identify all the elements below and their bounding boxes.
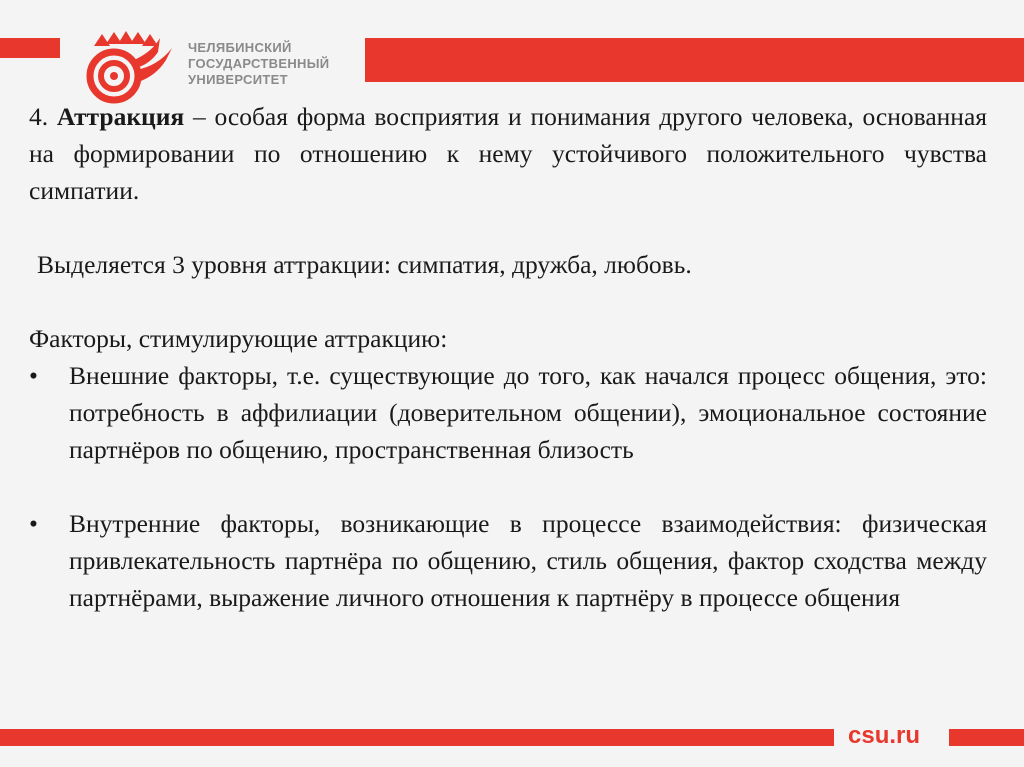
slide-content [29,98,987,616]
university-name-line: УНИВЕРСИТЕТ [188,72,288,87]
bullet-text: Внутренние факторы, возникающие в процессе взаимодействия: физическая привлекательность партнёра по общению, стиль общения, фактор сходства между партнёрами, выражение личного отношения к партнёру в процессе общения [69,509,987,612]
bullet-marker: • [29,509,38,538]
item-number: 4. [29,102,49,131]
header-bar-left [0,38,60,58]
university-name-line: ГОСУДАРСТВЕННЫЙ [188,56,330,71]
header-bar-right [365,38,1024,82]
bullet-item-external [29,357,987,468]
footer-bar-right [949,729,1024,746]
factors-heading: Факторы, стимулирующие аттракцию: [29,324,448,353]
definition-paragraph [29,98,987,209]
levels-text: Выделяется 3 уровня аттракции: симпатия, дружба, любовь. [37,250,692,279]
footer-bar-left [0,729,834,746]
definition-text: – особая форма восприятия и понимания другого человека, основанная на формировании по отношению к нему устойчивого положительного чувства симпатии. [29,102,987,205]
bullet-item-internal [29,505,987,616]
site-link[interactable]: csu.ru [848,722,921,749]
bullet-text: Внешние факторы, т.е. существующие до того, как начался процесс общения, это: потребность в аффилиации (доверительном общении), эмоциональное состояние партнёров по общению, пространственная близость [69,361,987,464]
university-name-line: ЧЕЛЯБИНСКИЙ [188,40,292,55]
term-attraction: Аттракция [56,102,185,131]
bullet-marker: • [29,361,38,390]
university-name [188,40,329,88]
csu-spiral-logo-icon [76,30,176,104]
